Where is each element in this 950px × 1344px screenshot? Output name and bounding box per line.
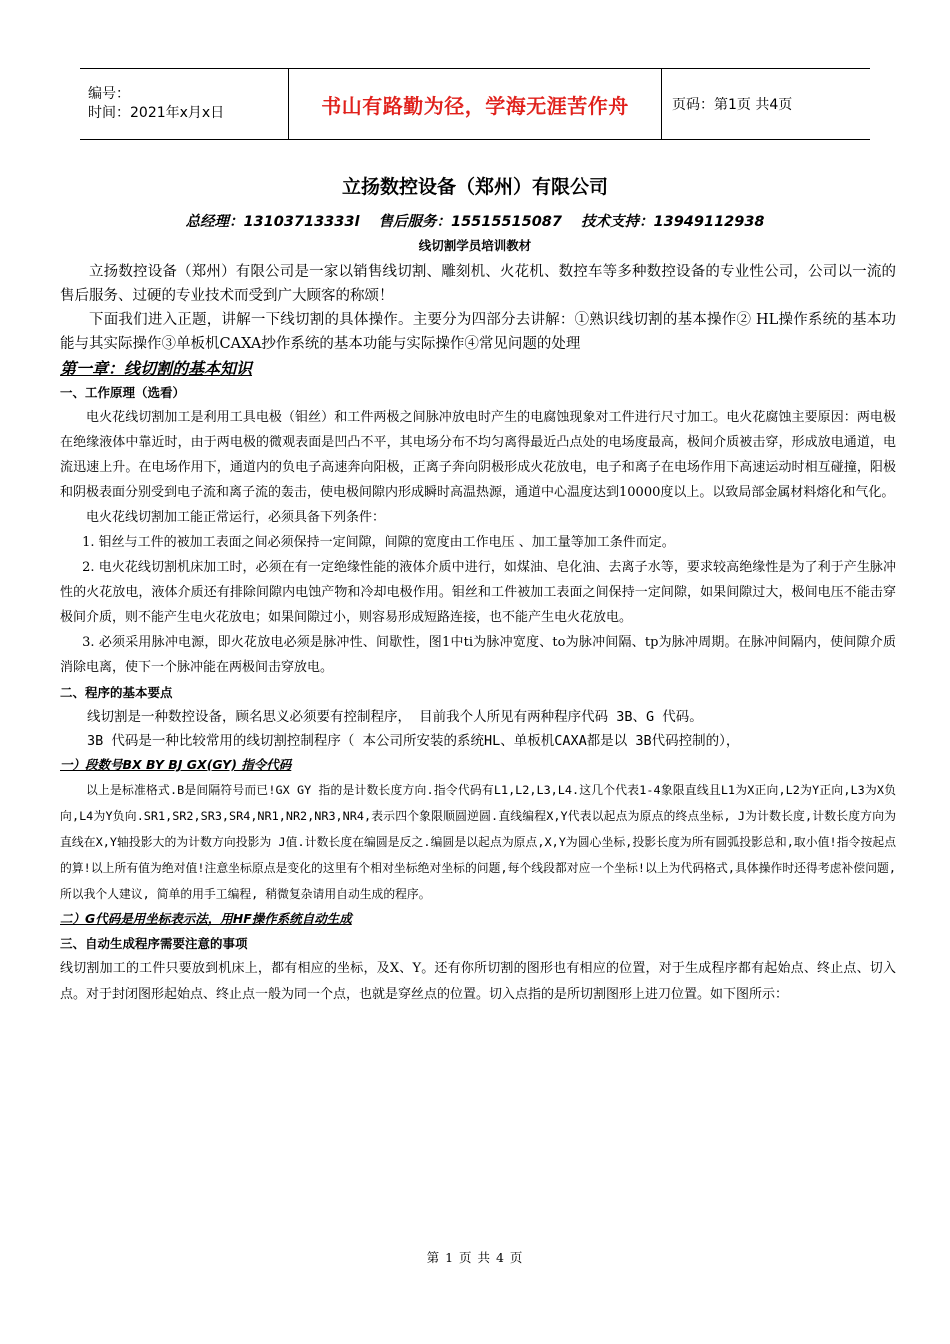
company-title: 立扬数控设备（郑州）有限公司	[341, 176, 608, 198]
program-paragraph-1: 线切割是一种数控设备，顾名思义必须要有控制程序， 目前我个人所见有两种程序代码 3B、G 代码。	[87, 709, 703, 725]
code-format-paragraph: 以上是标准格式.B是间隔符号而已!GX GY 指的是计数长度方向.指令代码有L1,L2,L3,L4.这几个代表1-4象限直线且L1为X正向,L2为Y正向,L3为X负向,L4为Y负向.SR1,SR2,SR3,SR4,NR1,NR2,NR3,NR4,表示四个象限顺圆逆圆.直线编程X,Y代表以起点为原点的终点坐标, J为计数长度,计数长度方向为直线在X,Y轴投影大的为计数方向投影为 J值.计数长度在编圆是反之.编圆是以起点为原点,X,Y为圆心坐标,投影长度为所有圆弧投影总和,取小值!指令按起点的算!以上所有值为绝对值!注意坐标原点是变化的这里有个相对坐标绝对坐标的问题,每个线段都对应一个坐标!以上为代码格式,具体操作时还得考虑补偿问题, 所以我个人建议, 简单的用手工编程, 稍微复杂请用自动生成的程序。	[60, 783, 896, 901]
doc-subtitle: 线切割学员培训教材	[418, 238, 532, 253]
doc-code-label: 编号：	[88, 86, 130, 102]
contact-line	[0, 210, 950, 231]
section-heading-2: 二、程序的基本要点	[60, 685, 173, 700]
program-paragraph-2: 3B 代码是一种比较常用的线切割控制程序（ 本公司所安装的系统HL、单板机CAXA都是以 3B代码控制的），	[87, 733, 740, 749]
header-motto-cell	[288, 69, 662, 139]
conditions-intro: 电火花线切割加工能正常运行，必须具备下列条件：	[86, 510, 386, 525]
intro-paragraph-1: 立扬数控设备（郑州）有限公司是一家以销售线切割、雕刻机、火花机、数控车等多种数控设备的专业性公司，公司以一流的售后服务、过硬的专业技术而受到广大顾客的称颂！	[60, 264, 896, 304]
intro-paragraph-2: 下面我们进入正题，讲解一下线切割的具体操作。主要分为四部分去讲解：①熟识线切割的基本操作② HL操作系统的基本功能与其实际操作③单板机CAXA抄作系统的基本功能与实际操作④常见问题的处理	[60, 312, 896, 352]
header-motto: 书山有路勤为径，学海无涯苦作舟	[321, 93, 629, 118]
page-header	[80, 68, 870, 140]
chapter-heading: 第一章：线切割的基本知识	[60, 359, 253, 378]
header-right-cell	[662, 69, 792, 139]
section-heading-3: 三、自动生成程序需要注意的事项	[60, 936, 248, 951]
auto-program-paragraph: 线切割加工的工件只要放到机床上，都有相应的坐标，及X、Y。还有你所切割的图形也有相应的位置，对于生成程序都有起始点、终止点、切入点。对于封闭图形起始点、终止点一般为同一个点，也就是穿丝点的位置。切入点指的是所切割图形上进刀位置。如下图所示：	[60, 961, 896, 1002]
section-heading-1: 一、工作原理（选看）	[60, 385, 186, 400]
subheading-g-code: 二）G代码是用坐标表示法，用HF操作系统自动生成	[60, 911, 352, 926]
contact-manager: 总经理：13103713333l	[185, 214, 360, 230]
contact-service: 售后服务：15515515087	[378, 214, 562, 230]
doc-date: 时间：2021年x月x日	[88, 105, 225, 121]
contact-support: 技术支持：13949112938	[581, 214, 765, 230]
subheading-3b-code: 一）段数号BX BY BJ GX(GY) 指令代码	[60, 757, 292, 772]
condition-item-1: 1. 钼丝与工件的被加工表面之间必须保持一定间隙，间隙的宽度由工作电压 、加工量等加工条件而定。	[82, 535, 675, 550]
document-body	[60, 260, 896, 1008]
principle-paragraph: 电火花线切割加工是利用工具电极（钼丝）和工件两极之间脉冲放电时产生的电腐蚀现象对工件进行尺寸加工。电火花腐蚀主要原因：两电极在绝缘液体中靠近时，由于两电极的微观表面是凹凸不平，其电场分布不均匀离得最近凸点处的电场度最高，极间介质被击穿，形成放电通道，电流迅速上升。在电场作用下，通道内的负电子高速奔向阳极，正离子奔向阴极形成火花放电，电子和离子在电场作用下高速运动时相互碰撞，阳极和阴极表面分别受到电子流和离子流的轰击，使电极间隙内形成瞬时高温热源，通道中心温度达到10000度以上。以致局部金属材料熔化和气化。	[60, 410, 896, 500]
condition-item-3: 3. 必须采用脉冲电源，即火花放电必须是脉冲性、间歇性，图1中ti为脉冲宽度、to为脉冲间隔、tp为脉冲周期。在脉冲间隔内，使间隙介质消除电离，使下一个脉冲能在两极间击穿放电。	[60, 635, 896, 675]
page-info: 页码：第1页 共4页	[672, 97, 793, 113]
condition-item-2: 2. 电火花线切割机床加工时，必须在有一定绝缘性能的液体介质中进行，如煤油、皂化油、去离子水等，要求较高绝缘性是为了利于产生脉冲性的火花放电，液体介质还有排除间隙内电蚀产物和冷却电极作用。钼丝和工件被加工表面之间保持一定间隙，如果间隙过大，极间电压不能击穿极间介质，则不能产生电火花放电；如果间隙过小，则容易形成短路连接，也不能产生电火花放电。	[60, 560, 896, 625]
page-footer: 第 1 页 共 4 页	[426, 1250, 524, 1265]
header-left-cell	[80, 69, 288, 139]
